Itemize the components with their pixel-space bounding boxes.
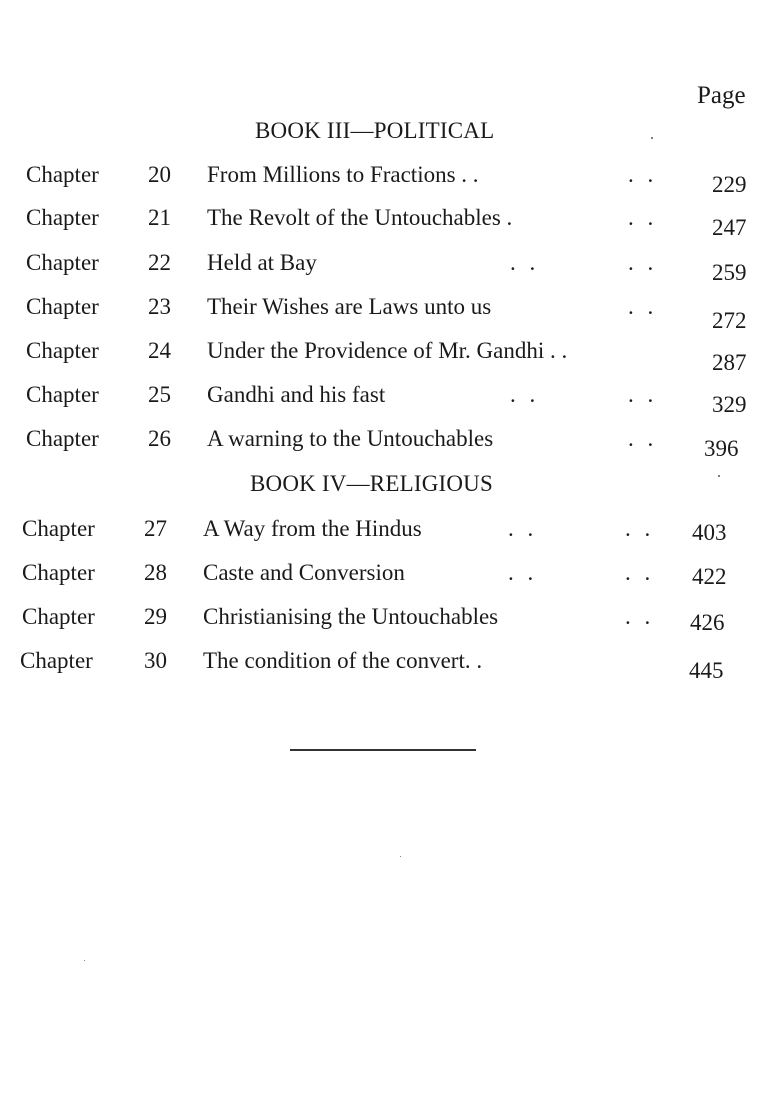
dot-leader: . . [508,516,538,541]
dot-leader: . . [508,560,538,585]
chapter-number: 20 [148,162,171,187]
chapter-number: 25 [148,382,171,407]
book-heading-religious: BOOK IV—RELIGIOUS [250,471,493,496]
dot-leader: . . [510,250,540,275]
chapter-label: Chapter [26,382,99,407]
page-number: 247 [712,215,747,240]
chapter-number: 27 [144,516,167,541]
toc-entry[interactable] [0,162,780,202]
chapter-number: 22 [148,250,171,275]
chapter-label: Chapter [22,516,95,541]
chapter-title: From Millions to Fractions . . [207,162,479,187]
chapter-number: 30 [144,648,167,673]
page-number: 329 [712,392,747,417]
page-number: 272 [712,308,747,333]
chapter-label: Chapter [26,250,99,275]
chapter-title: Christianising the Untouchables [203,604,499,629]
dot-leader: . . [628,250,658,275]
toc-entry[interactable] [0,205,780,245]
page-number: 396 [704,436,739,461]
stray-dot [718,475,720,477]
toc-entry[interactable] [0,426,780,466]
toc-entry[interactable] [0,294,780,334]
chapter-title: Their Wishes are Laws unto us [207,294,492,319]
chapter-number: 24 [148,338,171,363]
dot-leader: . . [625,560,655,585]
dot-leader: . . [628,205,658,230]
chapter-label: Chapter [26,338,99,363]
toc-entry[interactable] [0,382,780,422]
dot-leader: . . [628,382,658,407]
chapter-title: Held at Bay [207,250,317,275]
chapter-title: A Way from the Hindus [203,516,422,541]
stray-dot [84,960,85,961]
chapter-number: 29 [144,604,167,629]
book-heading-political: BOOK III—POLITICAL [255,118,495,143]
chapter-number: 26 [148,426,171,451]
chapter-number: 23 [148,294,171,319]
chapter-label: Chapter [26,294,99,319]
page-number: 422 [692,564,727,589]
chapter-number: 21 [148,205,171,230]
dot-leader: . . [625,604,655,629]
chapter-title: The condition of the convert. . [203,648,483,673]
chapter-title: Caste and Conversion [203,560,405,585]
dot-leader: . . [628,294,658,319]
chapter-title: Under the Providence of Mr. Gandhi . . [207,338,568,363]
toc-entry[interactable] [0,604,780,644]
dot-leader: . . [510,382,540,407]
chapter-label: Chapter [22,604,95,629]
chapter-label: Chapter [22,560,95,585]
chapter-title: A warning to the Untouchables [207,426,494,451]
chapter-label: Chapter [26,205,99,230]
page-number: 426 [690,610,725,635]
toc-entry[interactable] [0,560,780,600]
chapter-label: Chapter [26,426,99,451]
chapter-title: The Revolt of the Untouchables . [207,205,513,230]
page-number: 259 [712,260,747,285]
chapter-title: Gandhi and his fast [207,382,386,407]
toc-entry[interactable] [0,648,780,688]
chapter-label: Chapter [26,162,99,187]
stray-dot [651,137,653,139]
toc-entry[interactable] [0,338,780,378]
section-end-rule [290,749,476,751]
chapter-label: Chapter [20,648,93,673]
page-number: 287 [712,350,747,375]
dot-leader: . . [625,516,655,541]
toc-entry[interactable] [0,516,780,556]
dot-leader: . . [628,162,658,187]
page-number: 229 [712,172,747,197]
page-column-label: Page [697,82,746,109]
dot-leader: . . [628,426,658,451]
page-number: 403 [692,520,727,545]
page-number: 445 [689,658,724,683]
stray-dot [400,856,401,857]
toc-entry[interactable] [0,250,780,290]
chapter-number: 28 [144,560,167,585]
